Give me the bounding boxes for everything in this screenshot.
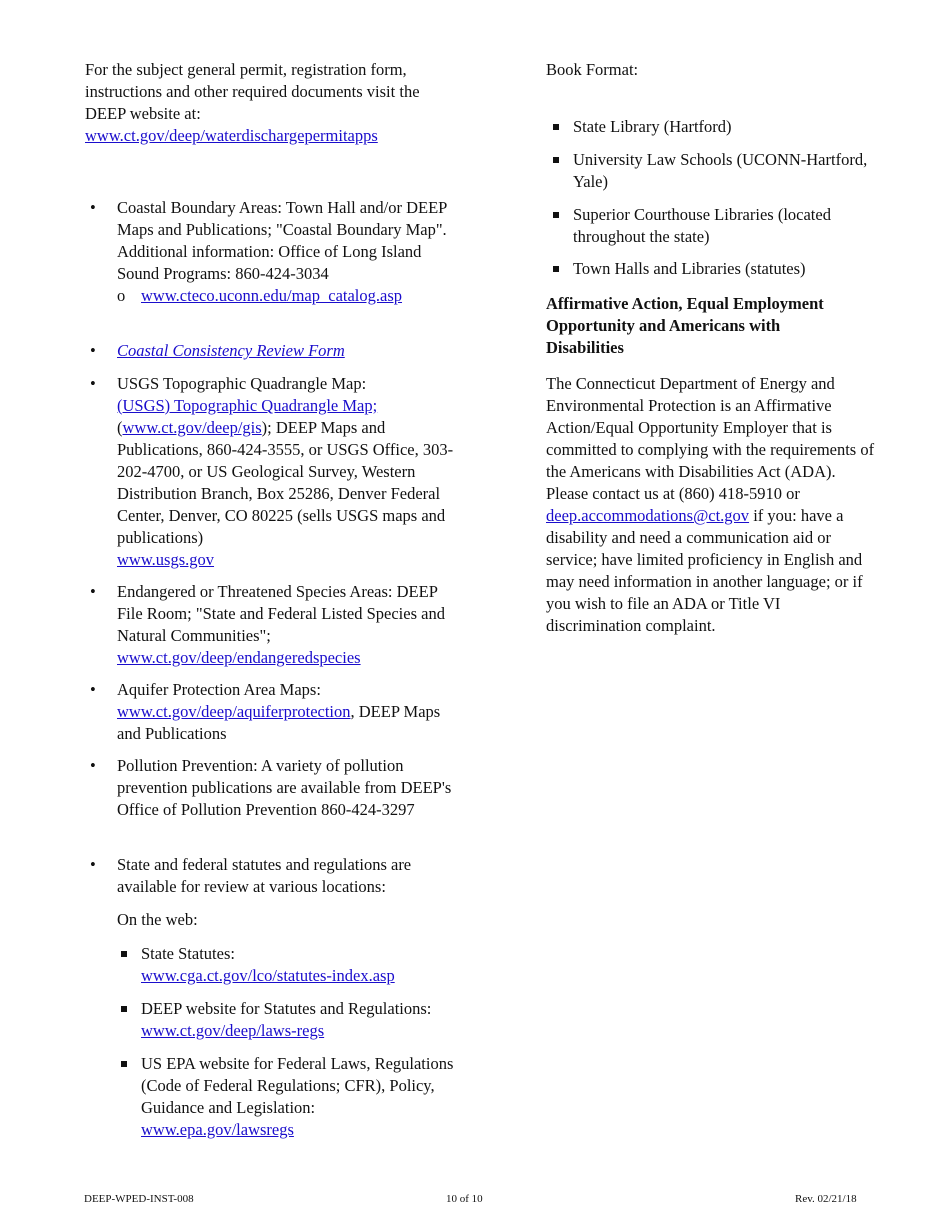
bullet-icon: • xyxy=(90,855,96,874)
book-item: Town Halls and Libraries (statutes) xyxy=(573,258,873,280)
bullet-icon: • xyxy=(90,582,96,601)
on-web-label: On the web: xyxy=(117,910,198,929)
web-item-epa: US EPA website for Federal Laws, Regulations (Code of Federal Regulations; CFR), Policy, Guidance and Legislation: www.epa.gov/lawsregs xyxy=(141,1053,461,1141)
square-bullet-icon xyxy=(553,266,559,272)
list-item-coastal: • Coastal Boundary Areas: Town Hall and/or DEEP Maps and Publications; "Coastal Boundary Map". Additional information: Office of Long Island Sound Programs: 860-424-3034 o www.cteco.uconn.edu/map_catalog.asp xyxy=(117,197,462,307)
web-item-deep: DEEP website for Statutes and Regulations: www.ct.gov/deep/laws-regs xyxy=(141,998,461,1042)
gis-link[interactable]: www.ct.gov/deep/gis xyxy=(122,418,262,437)
usgs-gov-link[interactable]: www.usgs.gov xyxy=(117,550,215,569)
aquifer-link[interactable]: www.ct.gov/deep/aquiferprotection xyxy=(117,702,351,721)
square-bullet-icon xyxy=(121,951,127,957)
book-item: State Library (Hartford) xyxy=(573,116,873,138)
square-bullet-icon xyxy=(553,157,559,163)
list-item-usgs: • USGS Topographic Quadrangle Map: (USGS) Topographic Quadrangle Map; (www.ct.gov/deep/gis); DEEP Maps and Publications, 860-424-3555, or USGS Office, 303-202-4700, or US Geological Survey, Western Distribution Branch, Box 25286, Denver Federal Center, Denver, CO 80225 (sells USGS maps and publications) www.usgs.gov xyxy=(90,374,454,569)
section-heading: Affirmative Action, Equal Employment Opportunity and Americans with Disabilities xyxy=(546,294,824,357)
cga-link[interactable]: www.cga.ct.gov/lco/statutes-index.asp xyxy=(141,966,395,985)
circle-bullet-icon: o xyxy=(117,286,126,305)
book-item: University Law Schools (UCONN-Hartford, Yale) xyxy=(573,149,873,193)
book-item: Superior Courthouse Libraries (located throughout the state) xyxy=(573,204,873,248)
footer-page-number: 10 of 10 xyxy=(446,1193,483,1205)
laws-regs-link[interactable]: www.ct.gov/deep/laws-regs xyxy=(141,1021,325,1040)
list-item-aquifer: • Aquifer Protection Area Maps: www.ct.gov/deep/aquiferprotection, DEEP Maps and Publications xyxy=(90,680,441,743)
list-item-endangered: • Endangered or Threatened Species Areas: DEEP File Room; "State and Federal Listed Species and Natural Communities"; www.ct.gov/deep/endangeredspecies xyxy=(90,582,445,667)
bullet-icon: • xyxy=(90,198,96,217)
ada-paragraph: The Connecticut Department of Energy and Environmental Protection is an Affirmative Action/Equal Opportunity Employer that is committed to complying with the requirements of the Americans with Disabilities Act (ADA). Please contact us at (860) 418-5910 or deep.accommodations@ct.gov if you: have a disability and need a communication aid or service; have limited proficiency in English and may need information in another language; or if you wish to file an ADA or Title VI discrimination complaint. xyxy=(546,374,875,635)
square-bullet-icon xyxy=(553,124,559,130)
bullet-icon: • xyxy=(90,341,96,360)
usgs-quad-link[interactable]: (USGS) Topographic Quadrangle Map; xyxy=(117,396,378,415)
list-item-pollution: • Pollution Prevention: A variety of pollution prevention publications are available from DEEP's Office of Pollution Prevention 860-424-3297 xyxy=(90,756,452,819)
coastal-consistency-link[interactable]: Coastal Consistency Review Form xyxy=(117,341,345,360)
footer-revision: Rev. 02/21/18 xyxy=(795,1193,857,1205)
permit-apps-link[interactable]: www.ct.gov/deep/waterdischargepermitapps xyxy=(85,126,378,145)
sub-item xyxy=(117,285,462,307)
footer-doc-id: DEEP-WPED-INST-008 xyxy=(84,1193,194,1205)
list-item-statutes: • State and federal statutes and regulations are available for review at various locations: xyxy=(90,855,412,896)
endangered-link[interactable]: www.ct.gov/deep/endangeredspecies xyxy=(117,648,361,667)
square-bullet-icon xyxy=(121,1061,127,1067)
cteco-link[interactable]: www.cteco.uconn.edu/map_catalog.asp xyxy=(141,286,403,305)
square-bullet-icon xyxy=(121,1006,127,1012)
bullet-icon: • xyxy=(90,374,96,393)
intro-paragraph: For the subject general permit, registration form, instructions and other required documents visit the DEEP website at: www.ct.gov/deep/waterdischargepermitapps xyxy=(85,60,420,145)
square-bullet-icon xyxy=(553,212,559,218)
web-item-statutes: State Statutes: www.cga.ct.gov/lco/statutes-index.asp xyxy=(141,943,461,987)
book-format-label: Book Format: xyxy=(546,60,639,79)
list-item-ccr xyxy=(90,340,462,362)
accommodations-email-link[interactable]: deep.accommodations@ct.gov xyxy=(546,506,750,525)
bullet-icon: • xyxy=(90,756,96,775)
bullet-icon: • xyxy=(90,680,96,699)
epa-link[interactable]: www.epa.gov/lawsregs xyxy=(141,1120,294,1139)
